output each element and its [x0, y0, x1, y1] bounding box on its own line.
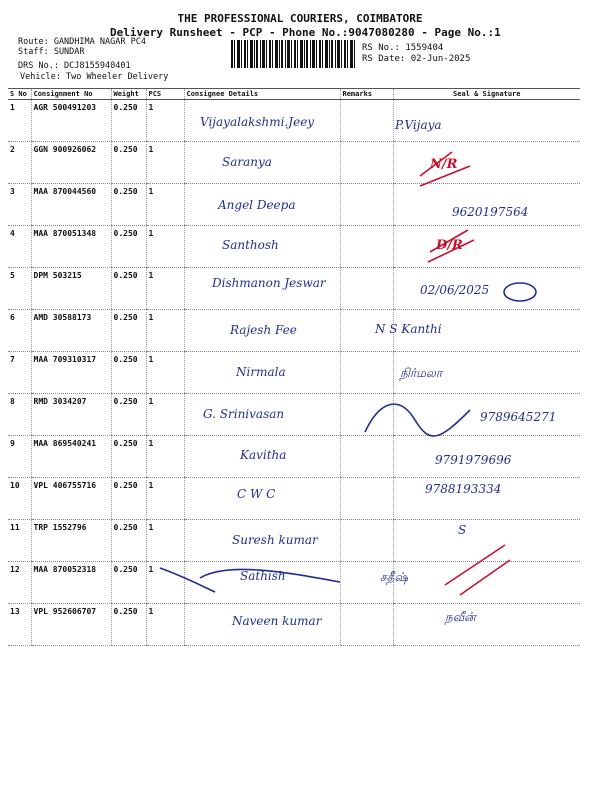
signature: நவீன்	[445, 610, 476, 624]
col-header-weight: Weight	[111, 89, 146, 100]
row-weight: 0.250	[111, 184, 146, 226]
row-pcs: 1	[146, 520, 184, 562]
row-pcs: 1	[146, 436, 184, 478]
signature: சதீஷ்	[380, 570, 408, 584]
table-header-row	[8, 89, 580, 100]
rs-number: RS No.: 1559404	[362, 43, 444, 53]
row-weight: 0.250	[111, 562, 146, 604]
row-sno: 9	[8, 436, 31, 478]
runsheet-title: Delivery Runsheet - PCP - Phone No.:9047080280 - Page No.:1	[110, 26, 501, 39]
row-weight: 0.250	[111, 394, 146, 436]
row-consignment: MAA 870044560	[31, 184, 111, 226]
consignee-name: Sathish	[240, 569, 286, 583]
row-consignment: MAA 709310317	[31, 352, 111, 394]
row-pcs: 1	[146, 142, 184, 184]
row-sno: 2	[8, 142, 31, 184]
row-sno: 6	[8, 310, 31, 352]
signature: P.Vijaya	[395, 118, 442, 132]
col-header-consignment: Consignment No	[31, 89, 111, 100]
consignee-name: Rajesh Fee	[230, 323, 297, 337]
row-pcs: 1	[146, 100, 184, 142]
row-consignment: MAA 869540241	[31, 436, 111, 478]
signature: D/R	[436, 238, 463, 253]
row-weight: 0.250	[111, 478, 146, 520]
consignee-name: Dishmanon Jeswar	[212, 276, 326, 290]
row-sno: 4	[8, 226, 31, 268]
table-row	[8, 352, 580, 394]
row-weight: 0.250	[111, 310, 146, 352]
col-header-remarks: Remarks	[340, 89, 393, 100]
signature: நிர்மலா	[400, 366, 443, 380]
row-sno: 3	[8, 184, 31, 226]
table-row	[8, 478, 580, 520]
table-row	[8, 520, 580, 562]
company-name: THE PROFESSIONAL COURIERS, COIMBATORE	[177, 12, 423, 25]
row-pcs: 1	[146, 562, 184, 604]
row-pcs: 1	[146, 184, 184, 226]
signature: 9620197564	[452, 205, 529, 219]
barcode-image	[231, 40, 355, 68]
table-row	[8, 226, 580, 268]
row-sno: 13	[8, 604, 31, 646]
table-row	[8, 310, 580, 352]
row-pcs: 1	[146, 604, 184, 646]
drs-number: DRS No.: DCJ8155940401	[18, 61, 131, 71]
row-consignment: AGR 500491203	[31, 100, 111, 142]
row-weight: 0.250	[111, 142, 146, 184]
signature: 02/06/2025	[420, 283, 490, 297]
table-row	[8, 100, 580, 142]
row-consignment: AMD 30588173	[31, 310, 111, 352]
col-header-sno: S No	[8, 89, 31, 100]
route-label: Route: GANDHIMA NAGAR PC4	[18, 37, 146, 47]
consignee-name: Suresh kumar	[232, 533, 318, 547]
consignee-name: Saranya	[222, 155, 272, 169]
table-row	[8, 604, 580, 646]
col-header-pcs: PCS	[146, 89, 184, 100]
table-row	[8, 142, 580, 184]
row-consignment: GGN 900926062	[31, 142, 111, 184]
consignee-name: Angel Deepa	[218, 198, 296, 212]
table-row	[8, 562, 580, 604]
staff-label: Staff: SUNDAR	[18, 47, 85, 57]
row-consignment: DPM 503215	[31, 268, 111, 310]
row-weight: 0.250	[111, 604, 146, 646]
signature: N S Kanthi	[375, 322, 442, 336]
row-weight: 0.250	[111, 352, 146, 394]
row-consignment: VPL 406755716	[31, 478, 111, 520]
consignee-name: Santhosh	[222, 238, 279, 252]
signature: S	[458, 523, 467, 537]
row-consignment: MAA 870052318	[31, 562, 111, 604]
rs-date: RS Date: 02-Jun-2025	[362, 54, 471, 64]
row-pcs: 1	[146, 352, 184, 394]
signature: 9789645271	[480, 410, 557, 424]
vehicle-label: Vehicle: Two Wheeler Delivery	[20, 72, 169, 82]
row-sno: 5	[8, 268, 31, 310]
consignee-name: Kavitha	[240, 448, 287, 462]
row-weight: 0.250	[111, 100, 146, 142]
row-sno: 1	[8, 100, 31, 142]
row-pcs: 1	[146, 268, 184, 310]
row-weight: 0.250	[111, 226, 146, 268]
row-sno: 12	[8, 562, 31, 604]
row-sno: 8	[8, 394, 31, 436]
row-pcs: 1	[146, 394, 184, 436]
table-row	[8, 268, 580, 310]
row-sno: 10	[8, 478, 31, 520]
row-weight: 0.250	[111, 436, 146, 478]
table-row	[8, 394, 580, 436]
row-sno: 11	[8, 520, 31, 562]
row-pcs: 1	[146, 478, 184, 520]
runsheet-table	[8, 88, 580, 646]
table-row	[8, 184, 580, 226]
signature: 9791979696	[435, 453, 512, 467]
consignee-name: C W C	[237, 487, 276, 501]
consignee-name: Naveen kumar	[232, 614, 322, 628]
table-row	[8, 436, 580, 478]
col-header-consignee: Consignee Details	[184, 89, 340, 100]
row-pcs: 1	[146, 226, 184, 268]
consignee-name: Nirmala	[236, 365, 286, 379]
row-consignment: RMD 3034207	[31, 394, 111, 436]
row-weight: 0.250	[111, 268, 146, 310]
row-consignment: VPL 952606707	[31, 604, 111, 646]
row-pcs: 1	[146, 310, 184, 352]
signature: 9788193334	[425, 482, 502, 496]
consignee-name: G. Srinivasan	[203, 407, 285, 421]
row-consignment: MAA 870051348	[31, 226, 111, 268]
row-weight: 0.250	[111, 520, 146, 562]
col-header-signature: Seal & Signature	[393, 89, 580, 100]
signature: N/R	[430, 157, 458, 172]
row-consignment: TRP 1552796	[31, 520, 111, 562]
row-sno: 7	[8, 352, 31, 394]
consignee-name: Vijayalakshmi.Jeey	[200, 115, 315, 129]
